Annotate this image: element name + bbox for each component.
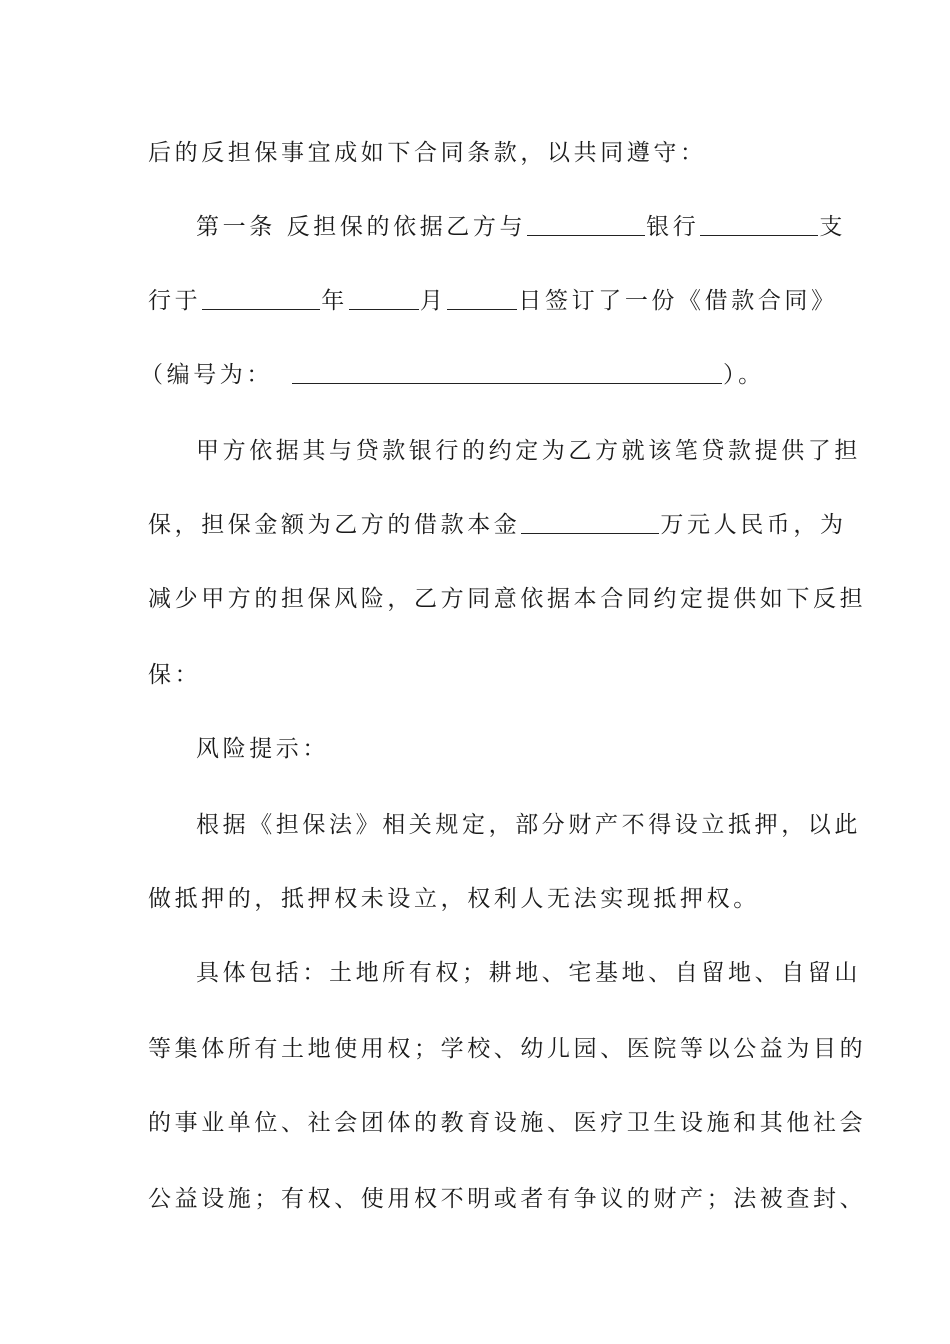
- text-segment: （编号为：: [140, 362, 273, 388]
- paragraph-line: [148, 138, 808, 168]
- text-segment: 年: [321, 288, 348, 314]
- text-segment: 甲方依据其与贷款银行的约定为乙方就该笔贷款提供了担: [196, 438, 861, 464]
- text-segment: 后的反担保事宜成如下合同条款，以共同遵守：: [148, 140, 707, 166]
- paragraph-line: [196, 436, 861, 466]
- text-segment: 银行: [646, 214, 700, 240]
- text-segment: 保：: [148, 662, 202, 688]
- article-one-line-2: [148, 286, 838, 316]
- text-segment: 做抵押的，抵押权未设立，权利人无法实现抵押权。: [148, 886, 760, 912]
- paragraph-line: [148, 584, 867, 614]
- paragraph-line: [148, 660, 808, 690]
- text-segment: 风险提示：: [196, 736, 329, 762]
- loan-amount-blank[interactable]: [521, 511, 659, 534]
- text-segment: 万元人民币，为: [660, 512, 847, 538]
- article-one-line-1: [196, 212, 846, 242]
- paragraph-line: [196, 810, 861, 840]
- article-one-line-3: [140, 360, 800, 390]
- text-segment: 具体包括：土地所有权；耕地、宅基地、自留地、自留山: [196, 960, 861, 986]
- year-blank[interactable]: [202, 287, 320, 310]
- text-segment: ）。: [723, 362, 765, 388]
- text-segment: 支: [819, 214, 846, 240]
- branch-name-blank[interactable]: [700, 213, 818, 236]
- paragraph-line: [148, 510, 847, 540]
- paragraph-line: [196, 958, 861, 988]
- paragraph-line: [148, 1108, 867, 1138]
- text-segment: 日签订了一份《借款合同》: [518, 288, 838, 314]
- text-segment: 月: [419, 288, 447, 314]
- text-segment: 第一条 反担保的依据乙方与: [196, 214, 527, 240]
- paragraph-line: [148, 1184, 867, 1214]
- paragraph-line: [148, 1034, 867, 1064]
- day-blank[interactable]: [447, 287, 517, 310]
- paragraph-line: [148, 884, 808, 914]
- bank-name-blank[interactable]: [527, 213, 645, 236]
- text-segment: 行于: [148, 288, 202, 314]
- text-segment: 公益设施；有权、使用权不明或者有争议的财产；法被查封、: [148, 1186, 867, 1212]
- text-segment: 根据《担保法》相关规定，部分财产不得设立抵押，以此: [196, 812, 861, 838]
- text-segment: 的事业单位、社会团体的教育设施、医疗卫生设施和其他社会: [148, 1110, 867, 1136]
- contract-number-blank[interactable]: [292, 361, 722, 384]
- text-segment: 减少甲方的担保风险，乙方同意依据本合同约定提供如下反担: [148, 586, 867, 612]
- text-segment: 等集体所有土地使用权；学校、幼儿园、医院等以公益为目的: [148, 1036, 867, 1062]
- risk-notice-heading: [196, 734, 808, 764]
- text-segment: 保，担保金额为乙方的借款本金: [148, 512, 521, 538]
- month-blank[interactable]: [349, 287, 419, 310]
